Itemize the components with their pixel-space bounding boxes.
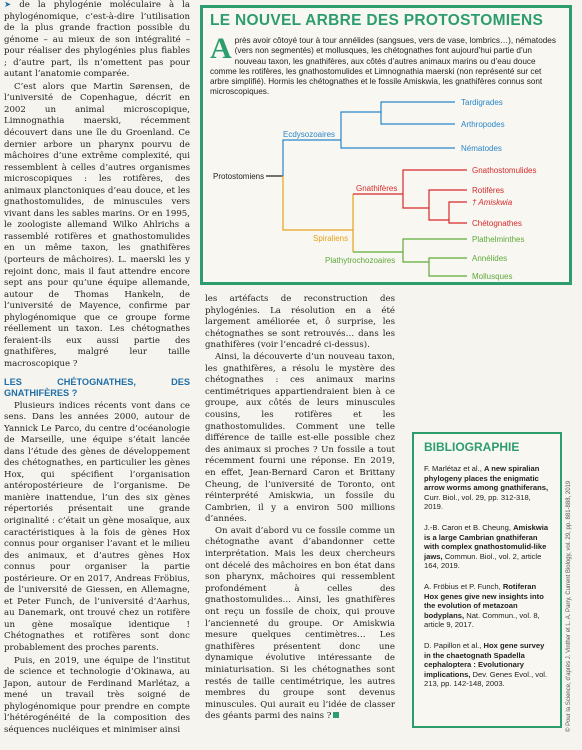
tree-branch (449, 202, 467, 220)
paragraph: C’est alors que Martin Sørensen, de l’université de Copenhague, décrit en 2002 un animal microscopique, Limnognathia maerski, récemment découvert dans une île du Groenland. Ce dernier arbore un pharynx pourvu de mâchoires d’une extrême complexité, qui ressemblent à celles d’autres organismes microscopiques : les rotifères, des animaux planctoniques d’eau douce, et les gnathostomulides, de minuscules vers vivant dans les sables marins. Or en 1995, le zoologiste allemand Wilko Ahlrichs a rassemblé rotifères et gnathostomulides en un même taxon, les gnathifères (porteurs de mâchoires). L. maerski les y rejoint donc, mais il faut attendre encore sept ans pour qu’une équipe allemande, autour de Thomas Hankeln, de l’université de Mayence, confirme par phylogénomique que ce groupe forme réellement un taxon. Les chétognathes feraient-ils eux aussi partie des gnathifères, malgré leur taille macroscopique ? (4, 81, 190, 369)
box-title: LE NOUVEL ARBRE DES PROTOSTOMIENS (210, 12, 544, 29)
paragraph (4, 0, 190, 81)
paragraph: les artéfacts de reconstruction des phylogénies. La résolution en a été largement améliorée et, ô surprise, les chétognathes se sont retrouvés… dans les gnathifères (voir l’encadré ci-dessus). (205, 294, 395, 351)
tree-branch (381, 112, 455, 124)
ref-authors: A. Fröbius et P. Funch, (424, 581, 501, 591)
tree-leaf-arthropodes: Arthropodes (461, 120, 505, 129)
paragraph: Ainsi, la découverte d’un nouveau taxon, les gnathifères, a résolu le mystère des chétognathes : ces animaux marins centimétriques appartiendraient bien à ce groupe, aux côtés de leurs minuscules cousins, les rotifères et les gnathostomulides. Comment une telle différence de taille est-elle possible chez des animaux si proches ? Un fossile a tout récemment fourni une réponse. En 2019, en effet, Jean-Bernard Caron et Brittany Cheung, de l’université de Toronto, ont réinterprété Amiskwia, un fossile du Cambrien, il y a environ 500 millions d’années. (205, 351, 395, 525)
tree-label-spiraliens: Spiraliens (313, 234, 349, 243)
paragraph-text: de la phylogénie moléculaire à la phylogénomique, c’est-à-dire l’utilisation de la plus grande fraction possible du génome – au mieux de son intégralité – pour réaliser des phylogénies plus fiables ; d’autre part, ils n’omettent pas pour autant l’anatomie comparée. (4, 0, 191, 80)
tree-leaf-tardigrades: Tardigrades (461, 98, 503, 107)
tree-label-gnathiferes: Gnathifères (356, 184, 398, 193)
ref-title: Rotiferan Hox genes give new insights into the evolution of metazoan bodyplans, (424, 581, 544, 620)
tree-leaf-annelides: Annélides (472, 254, 508, 263)
bullet-icon: ➤ (4, 0, 20, 10)
left-column (4, 0, 190, 737)
box-intro-text: près avoir côtoyé tour à tour annélides (sangsues, vers de vase, lombrics…), nématodes (vers non segmentés) et mollusques, les chétognathes font aujourd’hui partie d’un nouveau taxon, les gnathifères, aux côtés d’autres animaux marins ou d’eau douce comme les rotifères, les gnathostomulides et Limnognathia maerski (non représenté sur cet arbre simplifié). Hormis les chétognathes et le fossile Amiskwia, les gnathifères connus sont microscopiques. (210, 36, 556, 97)
tree-label-root: Protostomiens (213, 172, 265, 181)
tree-branch (403, 252, 429, 262)
tree-branch (429, 262, 467, 276)
ref-source: Nat. Commun., vol. 8, article 9, 2017. (424, 610, 540, 630)
tree-leaf-plathelminthes: Plathelminthes (472, 235, 525, 244)
tree-branch-ecdysozoa (283, 140, 341, 176)
dropcap: A (210, 32, 232, 65)
tree-leaf-gnathostomulides: Gnathostomulides (472, 166, 537, 175)
tree-branch (403, 239, 467, 252)
paragraph-text: On avait d’abord vu ce fossile comme un chétognathe avant d’abandonner cette interprétation. Mais les deux chercheurs ont décelé des mâchoires en bon état dans son pharynx, mâchoires qui ressemblent profondément à celles des gnathostomulides… Ainsi, les gnathifères ont reçu un fossile de choix, qui prouve l’ancienneté du groupe. Or Amiskwia mesure quelques centimètres… Les gnathifères présentent donc une dynamique évolutive intéressante de miniaturisation. Si les chétognathes sont restés de taille centimétrique, les autres membres du groupe sont devenus minuscules. Qui aurait eu l’idée de classer des géants parmi des nains ? (205, 525, 395, 722)
tree-leaf-mollusques: Mollusques (472, 272, 513, 281)
ref-title: Hox gene survey in the chaetognath Spadella cephaloptera : Evolutionary implications, (424, 640, 545, 679)
tree-box (200, 5, 572, 285)
middle-column (205, 294, 395, 723)
tree-branch (403, 194, 429, 208)
tree-branch (429, 258, 467, 262)
tree-branch (429, 190, 467, 208)
tree-leaf-nematodes: Nématodes (461, 144, 502, 153)
ref-source: Dev. Genes Evol., vol. 213, pp. 142-148, 2003. (424, 669, 548, 689)
image-credit: © Pour la Science, d’après J. Vinther et L. A. Parry, Current Biology, vol. 29, pp. 881-888, 2019 (566, 480, 572, 732)
paragraph: Puis, en 2019, une équipe de l’institut de science et technologie d’Okinawa, au Japon, autour de Ferdinand Marlétaz, a mené un travail très soigné de phylogénomique pour prendre en compte l’hétérogénéité de la composition des séquences nucléiques et minimiser ainsi (4, 655, 190, 735)
tree-branch (429, 208, 449, 220)
tree-label-ecdysozoaires: Ecdysozoaires (283, 130, 336, 139)
bibliography-title: BIBLIOGRAPHIE (424, 440, 520, 454)
tree-branch (449, 220, 467, 223)
end-mark-icon (333, 712, 339, 718)
section-heading: LES CHÉTOGNATHES, DES GNATHIFÈRES ? (4, 376, 190, 398)
tree-leaf-chetognathes: Chétognathes (472, 219, 522, 228)
reference (424, 641, 550, 689)
ref-authors: F. Marlétaz et al., (424, 464, 482, 473)
ref-authors: J.-B. Caron et B. Cheung, (424, 522, 511, 532)
tree-leaf-rotiferes: Rotifères (472, 186, 505, 195)
reference (424, 464, 550, 512)
ref-title: Amiskwia is a large Cambrian gnathiferan with complex gnathostomulid-like jaws, (424, 522, 549, 561)
ref-source: Curr. Biol., vol. 29, pp. 312-318, 2019. (424, 492, 531, 512)
tree-leaf-amiskwia: † Amiskwia (472, 198, 513, 207)
tree-branch (341, 102, 455, 140)
tree-label-platy: Plathytrochozoaires (325, 256, 396, 265)
phylogenetic-tree (203, 8, 569, 282)
bibliography-box (412, 432, 562, 728)
tree-branch (341, 140, 455, 148)
ref-title: A new spiralian phylogeny places the enigmatic arrow worms among gnathiferans, (424, 464, 549, 493)
reference (424, 582, 550, 630)
reference (424, 523, 550, 571)
ref-authors: D. Papillon et al., (424, 640, 482, 650)
paragraph: Plusieurs indices récents vont dans ce sens. Dans les années 2000, autour de Yannick Le Parco, du centre d’océanologie de Marseille, une équipe s’était lancée dans l’étude des gènes de développement des chétognathes, en particulier les gènes Hox, qui spécifient l’organisation antéropostérieure de l’organisme. De manière inattendue, l’un des six gènes répertoriés présentait une grande originalité : c’était un gène mosaïque, aux caractéristiques à la fois de gènes Hox connus pour organiser l’avant et le milieu des animaux, et d’autres gènes Hox connus pour organiser la partie postérieure. Or en 2017, Andreas Fröbius, de l’université de Giessen, en Allemagne, et Peter Funch, de l’université d’Aarhus, au Danemark, ont trouvé chez un rotifère un gène mosaïque identique ! Chétognathes et rotifères sont donc probablement des proches parents. (4, 400, 190, 653)
ref-source: Commun. Biol., vol. 2, article 164, 2019. (424, 551, 542, 571)
tree-branch-spiralia (283, 176, 353, 230)
paragraph (205, 526, 395, 723)
